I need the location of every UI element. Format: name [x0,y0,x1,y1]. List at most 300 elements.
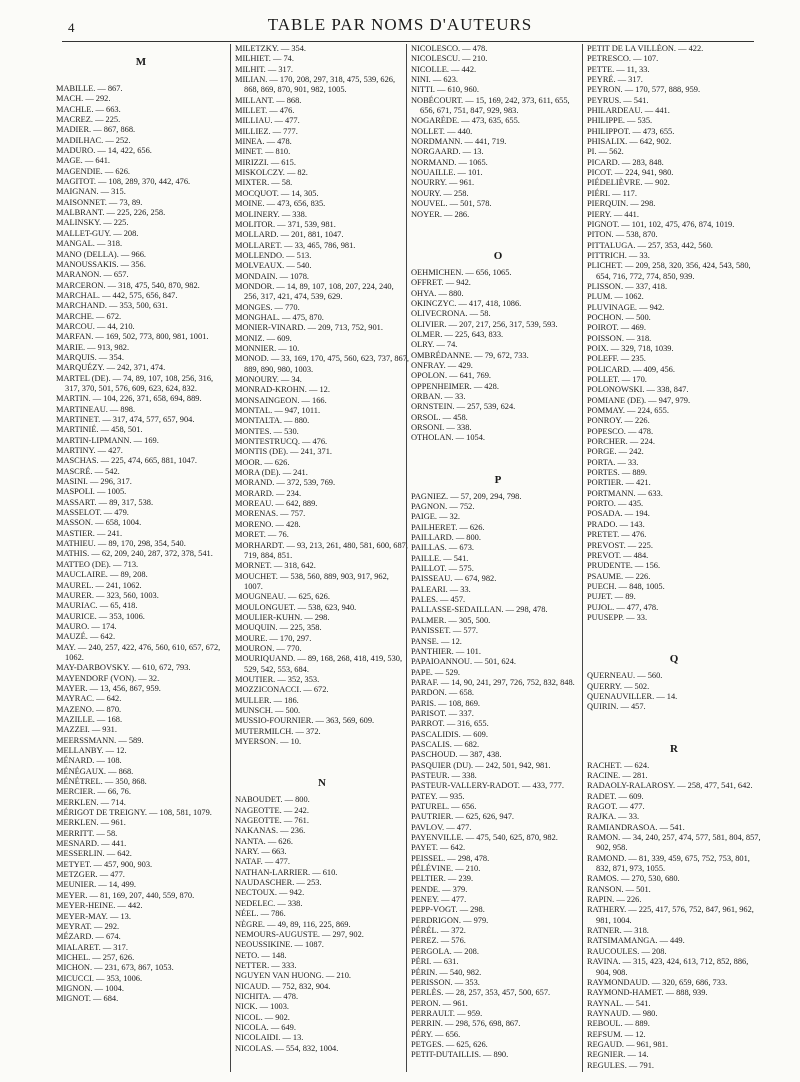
index-column-1 [56,44,226,1072]
index-entry: OLMER. — 225, 643, 833. [411,329,504,339]
index-entry: MONRAD-KROHN. — 12. [235,385,330,395]
index-entry: NAUDASCHER. — 253. [235,878,322,888]
index-entry: RAMOND. — 81, 339, 459, 675, 752, 753, 801, 832, 871, 973, 1055. [587,853,750,874]
index-entry: QUERRY. — 502. [587,681,650,691]
index-entry: NATAF. — 477. [235,857,290,867]
index-entry: NGUYEN VAN HUONG. — 210. [235,971,352,981]
index-entry: MACREZ. — 225. [56,115,121,125]
index-entry: MUNSCH. — 500. [235,706,301,715]
index-entry: NITTI. — 610, 960. [411,85,479,95]
index-entry: MATHIEU. — 89, 170, 298, 354, 540. [56,539,186,549]
index-entry: MOUCHET. — 538, 560, 889, 903, 917, 962, 1007. [235,571,389,591]
index-entry: MUSSIO-FOURNIER. — 363, 569, 609. [235,716,375,726]
index-entry: PAPE. — 529. [411,667,461,677]
index-entry: POLLET. — 170. [587,375,647,384]
index-entry: PORGE. — 242. [587,447,644,457]
index-entry: PERGOLA. — 208. [411,946,479,956]
index-entry: PARIS. — 108, 869. [411,698,481,708]
index-entry: PAVLOV. — 477. [411,822,472,832]
index-entry: RACHET. — 624. [587,760,650,770]
index-entry: MARTINEAU. — 898. [56,404,136,414]
index-entry: MONTES. — 530. [235,426,299,436]
index-entry: NICOLESCU. — 210. [411,54,488,64]
index-entry: OHYA. — 880. [411,288,464,298]
index-entry: OLRY. — 74. [411,340,458,350]
index-entry: POLICARD. — 409, 456. [587,364,675,374]
index-entry: MINET. — 810. [235,147,291,157]
index-entry: MOULIER-KUHN. — 298. [235,612,330,622]
index-entry: PORTA. — 33. [587,457,639,467]
index-entry: MILHIET. — 74. [235,54,294,64]
index-entry: MARCERON. — 318, 475, 540, 870, 982. [56,280,200,290]
index-entry: MASINI. — 296, 317. [56,477,132,487]
index-entry: MONIZ. — 609. [235,333,292,343]
index-entry: NICOLA. — 649. [235,1022,296,1032]
index-entry: MOLVEAUX. — 540. [235,261,312,271]
index-entry: MILLANT. — 868. [235,95,302,105]
index-entry: MEUNIER. — 14, 499. [56,880,137,890]
index-entry: POMIANE (DE). — 947, 979. [587,395,691,405]
index-entry: PAYENVILLE. — 475, 540, 625, 870, 982. [411,833,558,843]
index-entry: MARCHAND. — 353, 500, 631. [56,301,168,311]
index-entry: RAYMOND-HAMET. — 888, 939. [587,988,708,998]
index-entry: NOYER. — 286. [411,209,470,219]
index-entry: MICUCCI. — 353, 1006. [56,973,143,983]
index-entry: MASCRÉ. — 542. [56,466,120,476]
index-entry: MULLER. — 186. [235,695,299,705]
index-entry: MALLET-GUY. — 208. [56,228,139,238]
index-entry: PETGES. — 625, 626. [411,1039,488,1049]
index-entry: RAPIN. — 226. [587,895,642,905]
index-entry: MORENAS. — 757. [235,509,306,519]
index-entry: PÉLÉVINE. — 210. [411,864,481,874]
index-entry: MAUREL. — 241, 1062. [56,580,142,590]
index-entry: PANSE. — 12. [411,636,462,646]
index-entry: PERISSON. — 353. [411,977,480,987]
index-entry: MÉNÉTREL. — 350, 868. [56,777,147,787]
index-entry: MAYER. — 13, 456, 867, 959. [56,683,161,693]
index-entry: MORAND. — 372, 539, 769. [235,478,336,488]
index-entry: MOUTIER. — 352, 353. [235,674,320,684]
index-entry: MOLINERY. — 338. [235,209,307,219]
index-entry: MEYER. — 81, 169, 207, 440, 559, 870. [56,890,195,900]
index-entry: PANTHIER. — 101. [411,646,481,656]
index-entry: ORNSTEIN. — 257, 539, 624. [411,402,516,412]
index-entry: RAYNAL. — 541. [587,998,651,1008]
index-entry: PÉRI. — 631. [411,957,459,967]
index-entry: PONROY. — 226. [587,416,650,426]
index-entry: PITTALUGA. — 257, 353, 442, 560. [587,240,713,250]
index-entry: NOLLET. — 440. [411,126,473,136]
section-spacer [587,713,761,743]
index-entry: POSADA. — 194. [587,509,650,519]
index-entry: MARQUÉZY. — 242, 371, 474. [56,363,166,373]
index-entry: NOURY. — 258. [411,188,469,198]
index-entry: PASTEUR-VALLERY-RADOT. — 433, 777. [411,781,564,791]
index-entry: PIGNOT. — 101, 102, 475, 476, 874, 1019. [587,219,735,229]
index-entry: MARFAN. — 169, 502, 773, 800, 981, 1001. [56,332,209,342]
index-entry: MUTERMILCH. — 372. [235,726,321,736]
index-entry: MACHLE. — 663. [56,104,121,114]
index-entry: MARTEL (DE). — 74, 89, 107, 108, 256, 316, 317, 370, 501, 576, 609, 623, 624, 832. [56,373,214,393]
index-entry: PAPAIOANNOU. — 501, 624. [411,657,517,667]
index-entry: MOCQUOT. — 14, 305. [235,188,319,198]
index-entry: MISKOLCZY. — 82. [235,168,308,178]
index-entry: NARY. — 663. [235,847,287,857]
index-entry: PAIGE. — 32. [411,512,461,522]
index-entry: PHILIPPE. — 535. [587,116,653,126]
index-entry: PAILLOT. — 575. [411,564,474,574]
index-entry: NICOLAS. — 554, 832, 1004. [235,1043,339,1053]
index-entry: NICOL. — 902. [235,1012,290,1022]
index-entry: OEHMICHEN. — 656, 1065. [411,267,512,277]
index-entry: PHILIPPOT. — 473, 655. [587,126,675,136]
index-entry: MAGENDIE. — 626. [56,166,130,176]
index-entry: NEOUSSIKINE. — 1087. [235,940,324,950]
index-entry: NICOLLE. — 442. [411,64,477,74]
index-entry: PASCHOUD. — 387, 438. [411,750,502,760]
index-entry: MONSAINGEON. — 166. [235,395,327,405]
index-entry: RATSIMAMANGA. — 449. [587,936,685,946]
index-entry: MICHEL. — 257, 626. [56,952,135,962]
index-column-4 [582,44,761,1072]
index-entry: PEPP-VOGT. — 298. [411,905,485,915]
section-letter: R [670,742,678,755]
section-letter: N [318,777,326,790]
index-entry: PI. — 562. [587,147,624,157]
index-entry: OLIVECRONA. — 58. [411,309,491,319]
index-entry: NORDMANN. — 441, 719. [411,137,507,147]
index-entry: MIALARET. — 317. [56,942,128,952]
index-entry: PREVOST. — 225. [587,540,653,550]
index-entry: PORTES. — 889. [587,468,647,478]
index-entry: MERRITT. — 58. [56,828,118,838]
section-spacer [235,747,409,777]
index-entry: MORHARDT. — 93, 213, 261, 480, 581, 600, 687, 719, 884, 851. [235,540,408,560]
index-entry: MABILLE. — 867. [56,84,123,93]
index-entry: MASSELOT. — 479. [56,508,129,518]
index-entry: PASCALIS. — 682. [411,739,480,749]
index-column-2 [230,44,409,1072]
index-entry: MAGE. — 641. [56,156,110,166]
index-entry: MINEA. — 478. [235,137,292,147]
index-entry: NECTOUX. — 942. [235,888,305,898]
index-entry: MARTINET. — 317, 474, 577, 657, 904. [56,415,195,424]
index-entry: MAISONNET. — 73, 89. [56,197,143,207]
index-entry: OKINCZYC. — 417, 418, 1086. [411,298,522,308]
index-entry: MASSART. — 89, 317, 538. [56,497,154,507]
index-entry: ORSONI. — 338. [411,423,472,432]
index-entry: MALINSKY. — 225. [56,218,129,228]
index-entry: NEMOURS-AUGUSTE. — 297, 902. [235,929,364,939]
index-entry: OFFRET. — 942. [411,278,471,288]
index-entry: MIGNON. — 1004. [56,983,124,993]
index-entry: REGNIER. — 14. [587,1050,649,1060]
index-entry: RAUCOULES. — 208. [587,946,667,956]
index-entry: PAGNON. — 752. [411,502,475,512]
index-entry: NICK. — 1003. [235,1002,289,1012]
index-entry: RAMIANDRASOA. — 541. [587,822,685,832]
index-entry: MOLLARD. — 201, 881, 1047. [235,230,344,240]
index-entry: MIXTER. — 58. [235,178,293,188]
index-entry: MESSERLIN. — 642. [56,849,132,859]
index-entry: NOUVEL. — 501, 578. [411,199,492,209]
index-entry: MASTIER. — 241. [56,528,123,538]
index-entry: MAURER. — 323, 560, 1003. [56,590,159,600]
index-entry: PAILHERET. — 626. [411,522,485,532]
index-entry: POLEFF. — 235. [587,354,646,364]
index-entry: PUJOL. — 477, 478. [587,602,659,612]
index-entry: POISSON. — 318. [587,333,652,343]
index-entry: NEDELEC. — 338. [235,898,303,908]
index-entry: POPESCO. — 478. [587,426,654,436]
index-entry: PORTO. — 435. [587,499,644,509]
index-entry: NICHITA. — 478. [235,991,299,1001]
section-spacer [411,220,585,250]
index-entry: MÉNÉGAUX. — 868. [56,766,134,776]
index-entry: PREVOT. — 484. [587,550,649,560]
index-entry: MONOURY. — 34. [235,375,302,384]
index-entry: PANISSET. — 577. [411,626,479,636]
index-entry: MÉZARD. — 674. [56,932,121,942]
index-entry: MAURO. — 174. [56,621,117,631]
index-entry: MOURON. — 770. [235,643,302,653]
index-entry: PHISALIX. — 642, 902. [587,137,672,147]
index-entry: MOUQUIN. — 225, 358. [235,623,322,633]
index-entry: PORTMANN. — 633. [587,488,663,498]
index-entry: MYERSON. — 10. [235,737,302,747]
index-entry: MASPOLI. — 1005. [56,487,127,497]
index-entry: MARQUIS. — 354. [56,352,124,362]
index-entry: PAILLE. — 541. [411,553,469,563]
index-entry: MOLITOR. — 371, 539, 981. [235,219,336,229]
section-spacer [587,623,761,653]
section-letter: O [493,249,503,262]
index-entry: OLIVIER. — 207, 217, 256, 317, 539, 593. [411,319,558,329]
index-entry: MARCOU. — 44, 210. [56,321,135,331]
index-entry: MONGHAL. — 475, 870. [235,312,324,322]
index-entry: NAKANAS. — 236. [235,826,306,836]
index-entry: NOUAILLE. — 101. [411,168,483,178]
index-entry: MILETZKY. — 354. [235,44,307,53]
index-entry: ORSOL. — 458. [411,412,468,422]
index-entry: PALEARI. — 33. [411,584,471,594]
index-entry: PELTIER. — 239. [411,874,474,884]
index-entry: RAYMONDAUD. — 320, 659, 686, 733. [587,977,728,987]
index-entry: PARROT. — 316, 655. [411,719,489,729]
index-entry: POIROT. — 469. [587,323,646,333]
index-entry: POMMAY. — 224, 655. [587,406,669,416]
index-entry: MARTINY. — 427. [56,446,123,456]
index-entry: PICOT. — 224, 941, 980. [587,168,674,178]
index-entry: NOURRY. — 961. [411,178,475,188]
index-entry: PÉRIN. — 540, 982. [411,967,482,977]
index-entry: MARCHE. — 672. [56,311,122,321]
section-letter: M [135,56,147,68]
index-entry: QUERNEAU. — 560. [587,671,663,681]
index-entry: MATTEO (DE). — 713. [56,559,139,569]
index-entry: MAZENO. — 870. [56,704,122,714]
index-entry: NÉEL. — 786. [235,909,286,919]
index-entry: MONIER-VINARD. — 209, 713, 752, 901. [235,323,383,333]
index-entry: PITTRICH. — 33. [587,250,650,260]
index-entry: PEISSEL. — 298, 478. [411,853,490,863]
index-entry: MAYENDORF (VON). — 32. [56,673,160,683]
index-entry: MILHIT. — 317. [235,64,293,74]
index-columns [56,44,761,1072]
index-entry: RATNER. — 318. [587,926,649,936]
index-entry: PEREZ. — 576. [411,936,466,946]
index-entry: PETIT DE LA VILLÉON. — 422. [587,44,704,53]
index-entry: NINI. — 623. [411,75,458,85]
index-entry: MOUGNEAU. — 625, 626. [235,592,330,602]
index-entry: MILLIEZ. — 777. [235,126,298,136]
index-entry: PIERY. — 441. [587,209,639,219]
section-letter: P [494,473,502,486]
index-entry: MASSON. — 658, 1004. [56,518,142,528]
index-entry: PIERQUIN. — 298. [587,199,656,209]
index-entry: MILLET. — 476. [235,106,295,116]
index-entry: MATHIS. — 62, 209, 240, 287, 372, 378, 541. [56,549,213,559]
index-entry: MOREAU. — 642, 889. [235,499,318,509]
index-entry: PERLÈS. — 28, 257, 353, 457, 500, 657. [411,988,551,998]
index-entry: PATEY. — 935. [411,791,465,801]
index-entry: MONDAIN. — 1078. [235,271,309,281]
index-entry: PERON. — 961. [411,998,468,1008]
index-entry: PENDE. — 379. [411,884,468,894]
index-entry: MONTESTRUCQ. — 476. [235,437,328,447]
index-entry: MIGNOT. — 684. [56,994,119,1004]
index-entry: MOLLARET. — 33, 465, 786, 981. [235,240,356,250]
index-entry: RATHERY. — 225, 417, 576, 752, 847, 961, 962, 981, 1004. [587,905,754,925]
section-letter: Q [669,653,679,666]
index-entry: MOZZICONACCI. — 672. [235,685,329,695]
index-entry: PETIT-DUTAILLIS. — 890. [411,1050,509,1060]
index-entry: MÉRIGOT DE TREIGNY. — 108, 581, 1079. [56,808,212,818]
index-entry: NORGAARD. — 13. [411,147,484,157]
index-entry: METYET. — 457, 900, 903. [56,859,153,869]
index-entry: RAMON. — 34, 240, 257, 474, 577, 581, 804, 857, 902, 958. [587,833,761,853]
index-entry: MORARD. — 234. [235,488,302,498]
index-entry: REGULES. — 791. [587,1060,654,1070]
index-entry: PUECH. — 848, 1005. [587,581,665,591]
index-entry: OPPENHEIMER. — 428. [411,381,499,391]
index-entry: RANSON. — 501. [587,884,651,894]
index-entry: NÈGRE. — 49, 89, 116, 225, 869. [235,919,351,929]
index-entry: PATUREL. — 656. [411,802,477,811]
index-entry: PASCALIDIS. — 609. [411,729,488,739]
index-entry: PIÉDELIÈVRE. — 902. [587,178,670,188]
index-entry: MAY. — 240, 257, 422, 476, 560, 610, 657, 672, 1062. [56,642,221,662]
index-entry: MERKLEN. — 961. [56,818,126,828]
index-entry: RAVINA. — 315, 423, 424, 613, 712, 852, 886, 904, 908. [587,957,749,977]
index-entry: MERKLEN. — 714. [56,797,126,807]
index-entry: PÉRY. — 656. [411,1029,461,1039]
index-entry: POCHON. — 500. [587,312,651,322]
index-entry: NAGEOTTE. — 242. [235,805,309,815]
index-entry: MAIGNAN. — 315. [56,187,126,197]
index-entry: PENEY. — 477. [411,895,467,905]
index-entry: PETRESCO. — 107. [587,54,659,64]
index-entry: MIRIZZI. — 615. [235,157,296,167]
index-entry: NETO. — 148. [235,950,287,960]
index-entry: NICOLAIDI. — 13. [235,1033,304,1043]
index-entry: NANTA. — 626. [235,836,293,846]
index-entry: MELLANBY. — 12. [56,746,127,755]
index-entry: MOOR. — 626. [235,457,290,467]
index-entry: PERRIN. — 298, 576, 698, 867. [411,1019,521,1029]
index-entry: NOBÉCOURT. — 15, 169, 242, 373, 611, 655, 656, 671, 751, 847, 929, 983. [411,95,570,116]
index-entry: PIÉRI. — 117. [587,188,637,198]
page-title: TABLE PAR NOMS D'AUTEURS [267,15,533,34]
index-entry: MOURE. — 170, 297. [235,633,312,643]
index-entry: MONTAL. — 947, 1011. [235,406,321,416]
index-entry: MASCHAS. — 225, 474, 665, 881, 1047. [56,456,197,466]
index-entry: MAGITOT. — 108, 289, 370, 442, 476. [56,177,191,187]
index-entry: MESNARD. — 441. [56,839,127,849]
index-entry: PERDRIGON. — 979. [411,915,489,925]
index-entry: PLUM. — 1062. [587,292,644,302]
index-entry: PASTEUR. — 338. [411,770,477,780]
index-entry: PAGNIEZ. — 57, 209, 294, 798. [411,491,522,501]
index-entry: MALBRANT. — 225, 226, 258. [56,208,166,218]
page-number: 4 [68,20,75,35]
index-entry: PRETET. — 476. [587,530,647,540]
index-entry: NORMAND. — 1065. [411,157,488,167]
index-entry: ORBAN. — 33. [411,391,466,401]
index-entry: PÉRÉL. — 372. [411,926,466,936]
index-entry: MAZZEI. — 931. [56,725,117,735]
index-entry: PALES. — 457. [411,595,466,605]
index-entry: MORNET. — 318, 642. [235,561,316,571]
index-entry: ONFRAY. — 429. [411,360,473,370]
index-entry: MAUZÉ. — 642. [56,632,116,642]
index-entry: NABOUDET. — 800. [235,795,310,805]
index-entry: OTHOLAN. — 1054. [411,433,485,443]
index-entry: POLONOWSKI. — 338, 847. [587,385,689,395]
index-entry: NAGEOTTE. — 761. [235,816,309,826]
index-entry: PLISSON. — 337, 418. [587,281,668,291]
index-entry: MONNIER. — 10. [235,343,300,353]
index-entry: MONGES. — 770. [235,302,300,312]
index-entry: MÉNARD. — 108. [56,756,122,766]
index-entry: QUENAUVILLER. — 14. [587,691,678,701]
index-entry: MARIE. — 913, 982. [56,342,130,352]
index-entry: MORENO. — 428. [235,519,301,529]
index-entry: RAYNAUD. — 980. [587,1008,658,1018]
index-entry: QUIRIN. — 457. [587,702,646,712]
index-entry: PRADO. — 143. [587,519,645,529]
index-entry: PLUVINAGE. — 942. [587,302,665,312]
index-column-3 [406,44,585,1072]
index-entry: MAURICE. — 353, 1006. [56,611,145,621]
index-entry: PORTIER. — 421. [587,478,651,488]
index-entry: REBOUL. — 889. [587,1019,650,1029]
index-entry: MORA (DE). — 241. [235,468,308,478]
index-entry: MONTALTA. — 880. [235,416,310,426]
index-entry: PALLASSE-SEDAILLAN. — 298, 478. [411,605,548,615]
index-entry: MONOD. — 33, 169, 170, 475, 560, 623, 737, 867, 889, 890, 980, 1003. [235,354,409,374]
index-entry: PARISOT. — 337. [411,708,474,718]
index-entry: PAILLAS. — 673. [411,543,474,553]
index-entry: MEYER-MAY. — 13. [56,911,131,921]
index-entry: PASQUIER (DU). — 242, 501, 942, 981. [411,760,551,770]
index-entry: PORCHER. — 224. [587,437,655,447]
index-entry: MANO (DELLA). — 966. [56,249,147,259]
index-entry: RAJKA. — 33. [587,812,640,822]
index-entry: MORET. — 76. [235,530,289,540]
index-entry: MAUCLAIRE. — 89, 208. [56,570,148,580]
